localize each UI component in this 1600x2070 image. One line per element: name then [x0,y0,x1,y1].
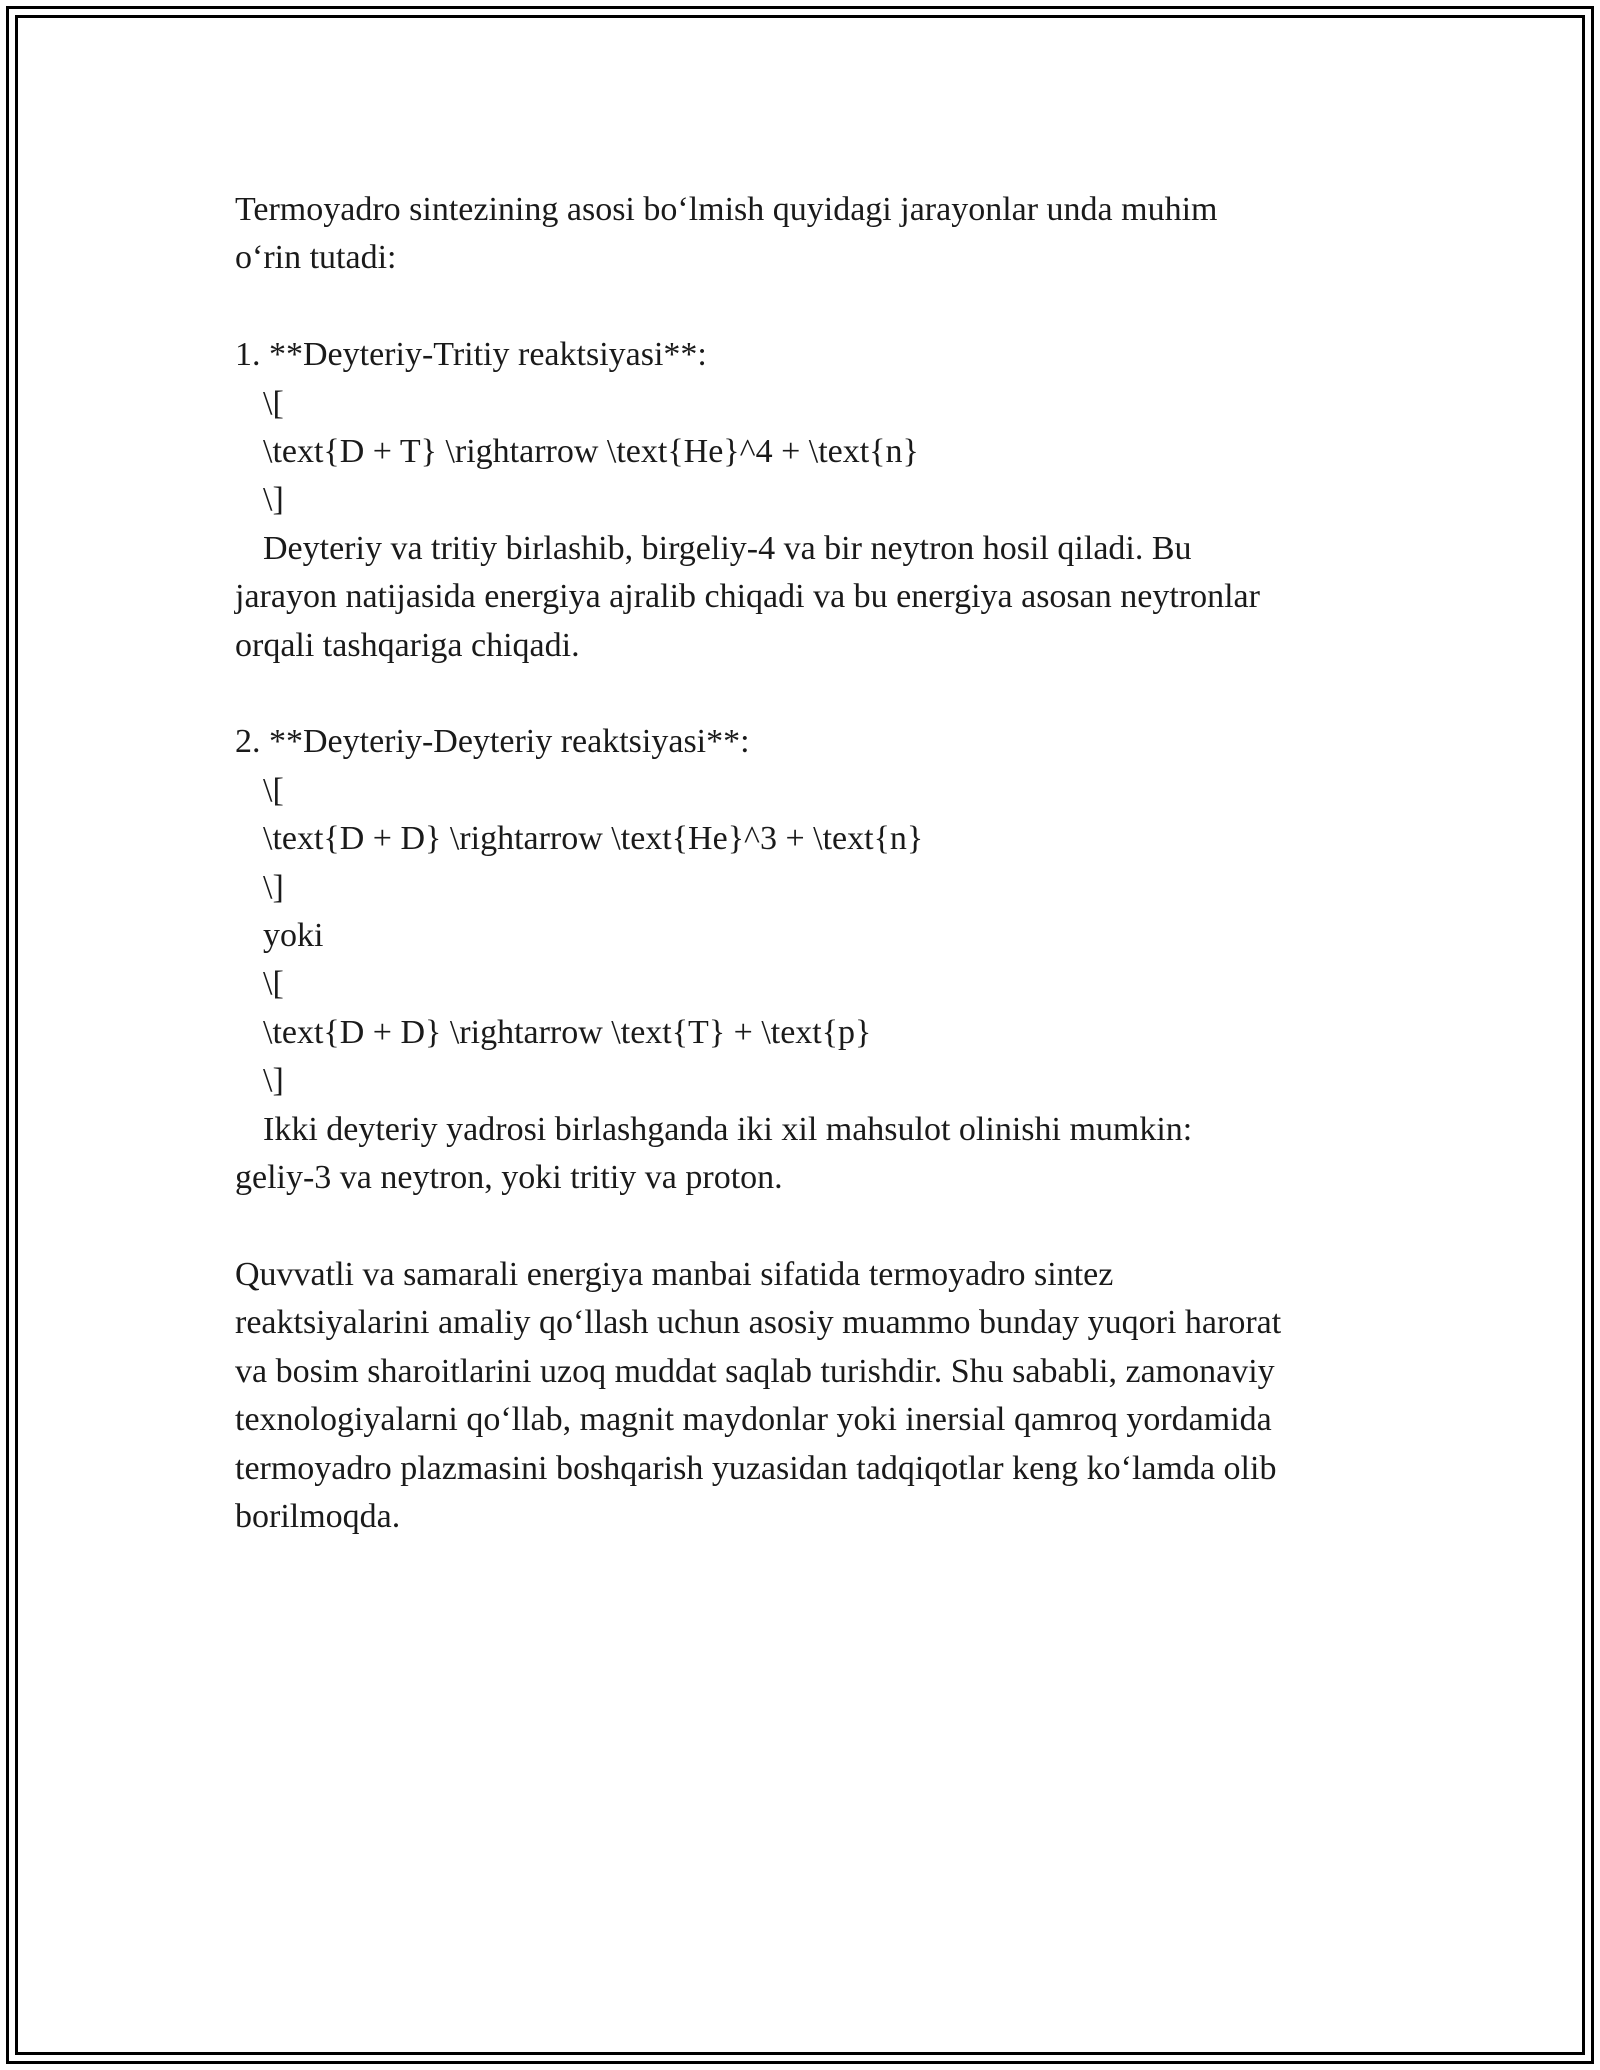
text-line: Ikki deyteriy yadrosi birlashganda iki xil mahsulot olinishi mumkin: [263,1110,1193,1148]
text-line: va bosim sharoitlarini uzoq muddat saqlab turishdir. Shu sababli, zamonaviy [235,1352,1275,1390]
math-line: \text{D + D} \rightarrow \text{He}^3 + \text{n} [263,820,924,858]
paragraph-spacer [235,670,1375,718]
conclusion-paragraph [235,1251,1375,1541]
math-line: \[ [263,771,284,809]
intro-paragraph [235,186,1375,283]
math-line: \] [263,481,284,519]
document-body [235,186,1375,1541]
math-line: \] [263,868,284,906]
text-line: Termoyadro sintezining asosi bo‘lmish quyidagi jarayonlar unda muhim [235,191,1218,228]
math-line: \] [263,1062,284,1100]
math-line: \[ [263,965,284,1003]
math-line: \text{D + D} \rightarrow \text{T} + \text{p} [263,1013,872,1051]
text-line: geliy-3 va neytron, yoki tritiy va proton. [235,1159,783,1197]
text-line: texnologiyalarni qo‘llab, magnit maydonlar yoki inersial qamroq yordamida [235,1401,1272,1439]
text-line: Deyteriy va tritiy birlashib, birgeliy-4 va bir neytron hosil qiladi. Bu [263,529,1192,567]
paragraph-spacer [235,283,1375,331]
text-line: borilmoqda. [235,1497,401,1535]
text-line: reaktsiyalarini amaliy qo‘llash uchun asosiy muammo bunday yuqori harorat [235,1304,1282,1342]
text-line: yoki [263,917,324,955]
text-line: jarayon natijasida energiya ajralib chiqadi va bu energiya asosan neytronlar [235,578,1260,616]
paragraph-spacer [235,1203,1375,1251]
section-heading: 2. **Deyteriy-Deyteriy reaktsiyasi**: [235,723,750,761]
section-deuterium-tritium [235,331,1375,670]
math-line: \text{D + T} \rightarrow \text{He}^4 + \text{n} [263,433,919,471]
text-line: orqali tashqariga chiqadi. [235,626,580,664]
text-line: o‘rin tutadi: [235,239,397,277]
section-heading: 1. **Deyteriy-Tritiy reaktsiyasi**: [235,336,707,374]
text-line: Quvvatli va samarali energiya manbai sifatida termoyadro sintez [235,1255,1114,1293]
math-line: \[ [263,384,284,422]
text-line: termoyadro plazmasini boshqarish yuzasidan tadqiqotlar keng ko‘lamda olib [235,1449,1277,1487]
section-deuterium-deuterium [235,718,1375,1202]
